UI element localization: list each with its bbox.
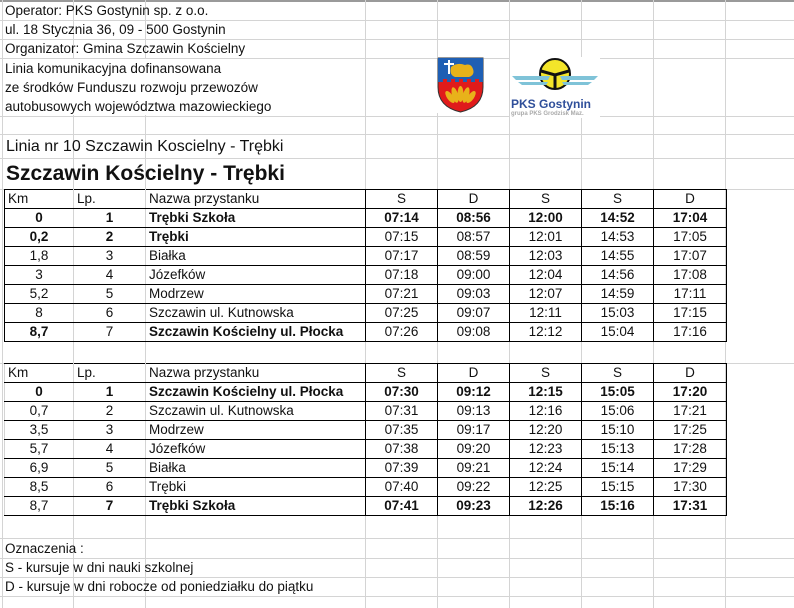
departure-time-cell: 15:15 [582,478,654,497]
legend-d: D - kursuje w dni robocze od poniedziałku do piątku [5,579,314,594]
timetable-return [4,363,727,516]
departure-time-cell: 17:31 [654,497,727,516]
stop-name-cell: Modrzew [146,285,366,304]
lp-header: Lp. [74,364,146,383]
lp-cell: 3 [74,247,146,266]
departure-time-cell: 07:38 [366,440,438,459]
table-row [5,497,727,516]
lp-cell: 4 [74,440,146,459]
km-cell: 5,7 [5,440,74,459]
departure-time-cell: 09:22 [438,478,510,497]
departure-time-cell: 07:17 [366,247,438,266]
departure-time-cell: 14:56 [582,266,654,285]
departure-time-cell: 09:17 [438,421,510,440]
lp-cell: 6 [74,478,146,497]
departure-time-cell: 12:20 [510,421,582,440]
stop-name-cell: Trębki Szkoła [146,497,366,516]
departure-time-cell: 09:08 [438,323,510,342]
departure-time-cell: 12:23 [510,440,582,459]
km-header: Km [5,190,74,209]
stop-name-cell: Białka [146,459,366,478]
departure-time-cell: 08:57 [438,228,510,247]
table-row [5,228,727,247]
departure-time-cell: 12:24 [510,459,582,478]
legend-title: Oznaczenia : [5,541,84,556]
departure-time-cell: 09:20 [438,440,510,459]
departure-time-cell: 07:39 [366,459,438,478]
stop-name-cell: Józefków [146,440,366,459]
timetable-outbound [4,189,727,342]
address-text: ul. 18 Stycznia 36, 09 - 500 Gostynin [5,22,226,37]
pks-emblem-icon [510,57,600,97]
table-row [5,402,727,421]
organizer-text: Organizator: Gmina Szczawin Kościelny [5,41,246,56]
km-cell: 5,2 [5,285,74,304]
lp-cell: 2 [74,402,146,421]
stop-name-cell: Trębki Szkoła [146,209,366,228]
stop-name-cell: Modrzew [146,421,366,440]
run-type-header: S [510,190,582,209]
departure-time-cell: 07:41 [366,497,438,516]
lp-header: Lp. [74,190,146,209]
stop-name-header: Nazwa przystanku [146,364,366,383]
stop-name-cell: Szczawin Kościelny ul. Płocka [146,383,366,402]
gridline [0,134,794,135]
run-type-header: S [366,364,438,383]
departure-time-cell: 17:07 [654,247,727,266]
stop-name-cell: Józefków [146,266,366,285]
departure-time-cell: 14:52 [582,209,654,228]
departure-time-cell: 09:12 [438,383,510,402]
departure-time-cell: 07:30 [366,383,438,402]
departure-time-cell: 07:25 [366,304,438,323]
run-type-header: S [582,190,654,209]
departure-time-cell: 12:11 [510,304,582,323]
departure-time-cell: 12:04 [510,266,582,285]
departure-time-cell: 09:13 [438,402,510,421]
departure-time-cell: 15:13 [582,440,654,459]
lp-cell: 6 [74,304,146,323]
departure-time-cell: 12:03 [510,247,582,266]
departure-time-cell: 07:14 [366,209,438,228]
departure-time-cell: 07:40 [366,478,438,497]
gridline [0,596,794,597]
stop-name-cell: Szczawin Kościelny ul. Płocka [146,323,366,342]
departure-time-cell: 15:16 [582,497,654,516]
table-row [5,209,727,228]
funding-text-2: ze środków Funduszu rozwoju przewozów [5,80,258,95]
departure-time-cell: 12:07 [510,285,582,304]
departure-time-cell: 12:25 [510,478,582,497]
run-type-header: D [654,364,727,383]
line-subtitle: Linia nr 10 Szczawin Koscielny - Trębki [6,138,284,155]
departure-time-cell: 12:12 [510,323,582,342]
departure-time-cell: 14:53 [582,228,654,247]
stop-name-header: Nazwa przystanku [146,190,366,209]
departure-time-cell: 07:21 [366,285,438,304]
departure-time-cell: 17:04 [654,209,727,228]
departure-time-cell: 17:05 [654,228,727,247]
table-row [5,266,727,285]
gridline [0,116,794,117]
departure-time-cell: 14:59 [582,285,654,304]
departure-time-cell: 17:28 [654,440,727,459]
departure-time-cell: 09:03 [438,285,510,304]
departure-time-cell: 17:21 [654,402,727,421]
coat-of-arms-icon [437,57,484,113]
lp-cell: 4 [74,266,146,285]
departure-time-cell: 09:00 [438,266,510,285]
lp-cell: 1 [74,383,146,402]
km-cell: 3 [5,266,74,285]
departure-time-cell: 07:18 [366,266,438,285]
table-row [5,304,727,323]
departure-time-cell: 09:21 [438,459,510,478]
departure-time-cell: 15:06 [582,402,654,421]
departure-time-cell: 17:25 [654,421,727,440]
departure-time-cell: 15:14 [582,459,654,478]
departure-time-cell: 15:03 [582,304,654,323]
departure-time-cell: 17:30 [654,478,727,497]
run-type-header: D [438,364,510,383]
stop-name-cell: Trębki [146,478,366,497]
departure-time-cell: 07:31 [366,402,438,421]
table-row [5,285,727,304]
km-cell: 0 [5,209,74,228]
operator-text: Operator: PKS Gostynin sp. z o.o. [5,3,209,18]
lp-cell: 1 [74,209,146,228]
departure-time-cell: 17:15 [654,304,727,323]
stop-name-cell: Szczawin ul. Kutnowska [146,402,366,421]
pks-logo-name: PKS Gostynin [511,97,592,111]
departure-time-cell: 07:15 [366,228,438,247]
table-row [5,247,727,266]
departure-time-cell: 17:20 [654,383,727,402]
run-type-header: S [366,190,438,209]
departure-time-cell: 08:59 [438,247,510,266]
departure-time-cell: 12:00 [510,209,582,228]
km-cell: 8 [5,304,74,323]
lp-cell: 3 [74,421,146,440]
departure-time-cell: 17:11 [654,285,727,304]
table-row [5,383,727,402]
departure-time-cell: 12:26 [510,497,582,516]
departure-time-cell: 17:16 [654,323,727,342]
departure-time-cell: 14:55 [582,247,654,266]
table-header-row [5,364,727,383]
table-row [5,478,727,497]
funding-text-3: autobusowych województwa mazowieckiego [5,99,272,114]
km-cell: 0 [5,383,74,402]
km-header: Km [5,364,74,383]
gridline [0,538,794,539]
departure-time-cell: 07:26 [366,323,438,342]
departure-time-cell: 17:29 [654,459,727,478]
gridline [0,158,794,159]
km-cell: 1,8 [5,247,74,266]
stop-name-cell: Białka [146,247,366,266]
lp-cell: 5 [74,459,146,478]
legend-s: S - kursuje w dni nauki szkolnej [5,560,194,575]
departure-time-cell: 12:15 [510,383,582,402]
departure-time-cell: 15:04 [582,323,654,342]
km-cell: 0,7 [5,402,74,421]
departure-time-cell: 15:05 [582,383,654,402]
departure-time-cell: 09:07 [438,304,510,323]
km-cell: 8,7 [5,497,74,516]
km-cell: 8,5 [5,478,74,497]
km-cell: 8,7 [5,323,74,342]
table-row [5,459,727,478]
line-title: Szczawin Kościelny - Trębki [6,162,285,185]
run-type-header: S [510,364,582,383]
run-type-header: D [438,190,510,209]
funding-text-1: Linia komunikacyjna dofinansowana [5,61,222,76]
lp-cell: 5 [74,285,146,304]
departure-time-cell: 07:35 [366,421,438,440]
km-cell: 0,2 [5,228,74,247]
lp-cell: 2 [74,228,146,247]
departure-time-cell: 08:56 [438,209,510,228]
table-row [5,421,727,440]
lp-cell: 7 [74,323,146,342]
table-header-row [5,190,727,209]
departure-time-cell: 15:10 [582,421,654,440]
table-row [5,440,727,459]
stop-name-cell: Szczawin ul. Kutnowska [146,304,366,323]
pks-logo [510,57,600,118]
km-cell: 6,9 [5,459,74,478]
pks-logo-sub: grupa PKS Grodzisk Maz. [511,111,584,117]
run-type-header: S [582,364,654,383]
departure-time-cell: 12:01 [510,228,582,247]
departure-time-cell: 09:23 [438,497,510,516]
run-type-header: D [654,190,727,209]
km-cell: 3,5 [5,421,74,440]
departure-time-cell: 12:16 [510,402,582,421]
lp-cell: 7 [74,497,146,516]
stop-name-cell: Trębki [146,228,366,247]
table-row [5,323,727,342]
departure-time-cell: 17:08 [654,266,727,285]
